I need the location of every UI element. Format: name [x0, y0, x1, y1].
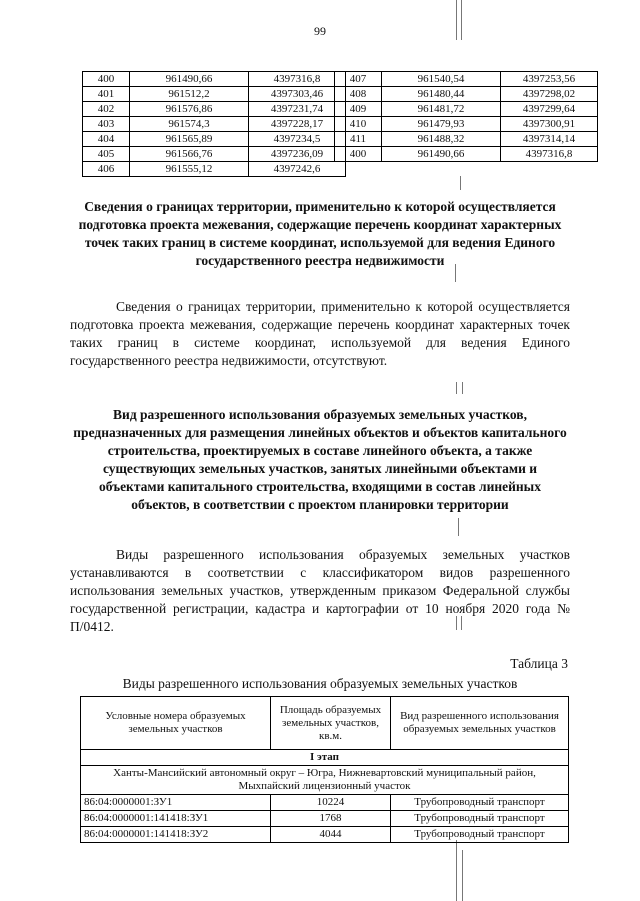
table-row: 411 961488,32 4397314,14 [335, 132, 598, 147]
scan-margin-line [462, 850, 463, 901]
section-text-land-use [70, 546, 570, 636]
region-label: Ханты-Мансийский автономный округ – Югра, Нижневартовский муниципальный район, Мыхпайский лицензионный участок [81, 766, 569, 795]
scan-margin-line [461, 0, 462, 40]
coordinates-table-left [82, 71, 346, 177]
section-heading-boundaries: Сведения о границах территории, применительно к которой осуществляется подготовка проекта межевания, содержащие перечень координат характерных точек таких границ в системе координат, используемой для ведения Единого государственного реестра недвижимости [78, 199, 562, 268]
table-row: 410 961479,93 4397300,91 [335, 117, 598, 132]
table-row: 402 961576,86 4397231,74 [83, 102, 346, 117]
table-row: 86:04:0000001:141418:ЗУ1 1768 Трубопроводный транспорт [81, 811, 569, 827]
paragraph-text: Сведения о границах территории, применительно к которой осуществляется подготовка проекта межевания, содержащие перечень координат характерных точек таких границ в системе координат, используемой для ведения Единого государственного реестра недвижимости, отсутствуют. [70, 299, 570, 368]
column-header: Вид разрешенного использования образуемых земельных участков [391, 697, 569, 750]
paragraph-text: Виды разрешенного использования образуемых земельных участков устанавливаются в соответствии с классификатором видов разрешенного использования земельных участков, утвержденным приказом Федеральной службы государственной регистрации, кадастра и картографии от 10 ноября 2020 года № П/0412. [70, 547, 570, 634]
table-caption: Виды разрешенного использования образуемых земельных участков [122, 676, 518, 691]
page-number: 99 [314, 24, 326, 38]
table-row: 407 961540,54 4397253,56 [335, 72, 598, 87]
scan-margin-line [456, 840, 457, 901]
table-row: 409 961481,72 4397299,64 [335, 102, 598, 117]
table-row: 408 961480,44 4397298,02 [335, 87, 598, 102]
scan-margin-line [456, 382, 457, 394]
stage-label: I этап [81, 750, 569, 766]
table-row: 86:04:0000001:141418:ЗУ2 4044 Трубопроводный транспорт [81, 827, 569, 843]
table-row: 400 961490,66 4397316,8 [335, 147, 598, 162]
scan-margin-line [458, 518, 459, 536]
table-label: Таблица 3 [510, 656, 568, 671]
table-header-row [81, 697, 569, 750]
column-header: Условные номера образуемых земельных участков [81, 697, 271, 750]
scan-margin-line [456, 0, 457, 40]
scan-margin-line [460, 176, 461, 190]
table-row: 403 961574,3 4397228,17 [83, 117, 346, 132]
table-row: 400 961490,66 4397316,8 [83, 72, 346, 87]
column-header: Площадь образуемых земельных участков, кв.м. [271, 697, 391, 750]
table-row: 405 961566,76 4397236,09 [83, 147, 346, 162]
coordinates-table-right [334, 71, 598, 162]
table-row: 401 961512,2 4397303,46 [83, 87, 346, 102]
land-use-table [80, 696, 569, 843]
table-row: 406 961555,12 4397242,6 [83, 162, 346, 177]
scan-margin-line [462, 382, 463, 394]
stage-row [81, 750, 569, 766]
region-row [81, 766, 569, 795]
section-heading-land-use: Вид разрешенного использования образуемых земельных участков, предназначенных для размещения линейных объектов и объектов капитального строительства, проектируемых в составе линейного объекта, а также существующих земельных участков, занятых линейными объектами и объектами капитального строительства, входящими в состав линейных объектов, в соответствии с проектом планировки территории [73, 407, 567, 512]
table-row: 86:04:0000001:ЗУ1 10224 Трубопроводный транспорт [81, 795, 569, 811]
section-text-boundaries [70, 298, 570, 370]
table-row: 404 961565,89 4397234,5 [83, 132, 346, 147]
